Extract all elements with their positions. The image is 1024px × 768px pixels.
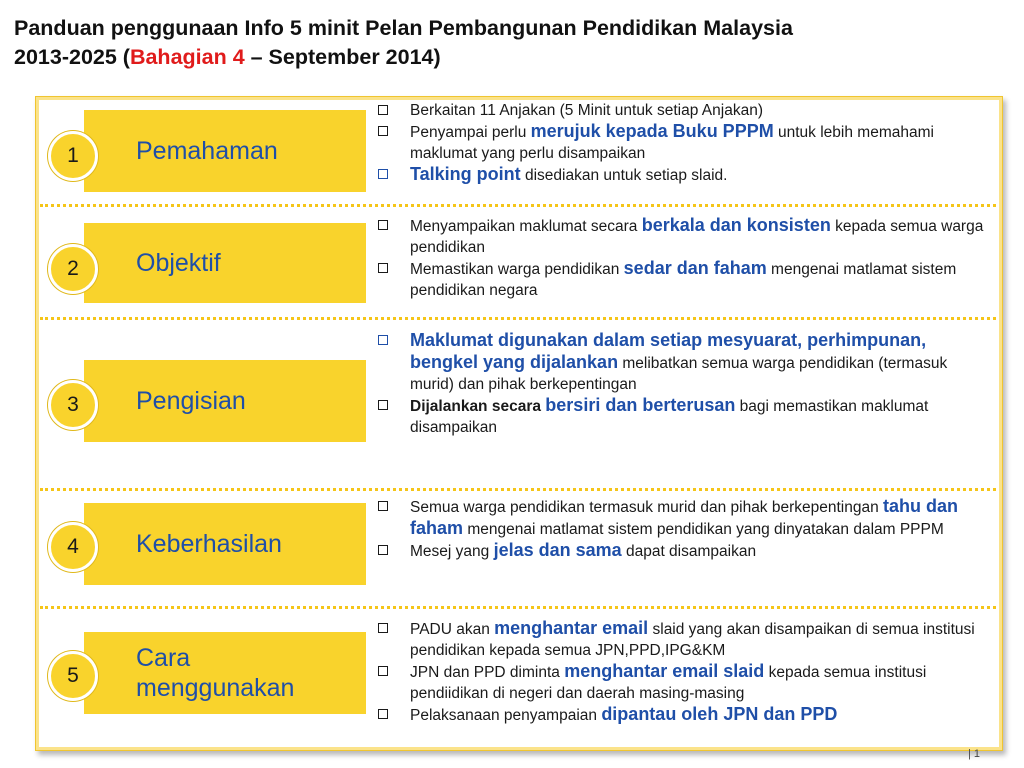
bullet-item: Mesej yang jelas dan sama dapat disampaikan [378, 540, 993, 562]
row-3-label: Pengisian [136, 387, 246, 415]
checkbox-bullet-icon [378, 623, 388, 633]
bullet-item: Memastikan warga pendidikan sedar dan faham mengenai matlamat sistem pendidikan negara [378, 258, 993, 301]
title-line-1: Panduan penggunaan Info 5 minit Pelan Pembangunan Pendidikan Malaysia [14, 16, 793, 40]
page-number: | 1 [968, 748, 981, 760]
row-3-label-bar [84, 360, 366, 442]
row-4-bullets [378, 496, 993, 562]
checkbox-bullet-icon [378, 220, 388, 230]
row-separator [40, 488, 996, 491]
row-1-label-bar [84, 110, 366, 192]
checkbox-bullet-icon [378, 105, 388, 115]
bullet-item: Talking point disediakan untuk setiap slaid. [378, 164, 993, 186]
checkbox-bullet-icon [378, 666, 388, 676]
row-5-number-badge: 5 [48, 651, 98, 701]
checkbox-bullet-icon [378, 169, 388, 179]
row-3-number-badge: 3 [48, 380, 98, 430]
row-separator [40, 606, 996, 609]
title-line-2: 2013-2025 (Bahagian 4 – September 2014) [14, 45, 441, 69]
row-1-bullets [378, 100, 993, 186]
checkbox-bullet-icon [378, 501, 388, 511]
bullet-item: PADU akan menghantar email slaid yang akan disampaikan di semua institusi pendidikan kepada semua JPN,PPD,IPG&KM [378, 618, 993, 661]
checkbox-bullet-icon [378, 545, 388, 555]
checkbox-bullet-icon [378, 709, 388, 719]
bullet-item: Pelaksanaan penyampaian dipantau oleh JPN dan PPD [378, 704, 993, 726]
row-3-bullets [378, 330, 993, 438]
row-separator [40, 204, 996, 207]
row-2-label: Objektif [136, 249, 221, 277]
row-separator [40, 317, 996, 320]
checkbox-bullet-icon [378, 400, 388, 410]
row-5-bullets [378, 618, 993, 726]
checkbox-bullet-icon [378, 335, 388, 345]
bullet-item: Menyampaikan maklumat secara berkala dan konsisten kepada semua warga pendidikan [378, 215, 993, 258]
checkbox-bullet-icon [378, 263, 388, 273]
row-2-bullets [378, 215, 993, 301]
row-4-label: Keberhasilan [136, 530, 282, 558]
row-1-number-badge: 1 [48, 131, 98, 181]
checkbox-bullet-icon [378, 126, 388, 136]
row-4-number-badge: 4 [48, 522, 98, 572]
title-highlight: Bahagian 4 [129, 45, 245, 69]
row-1-label: Pemahaman [136, 137, 278, 165]
bullet-item: Semua warga pendidikan termasuk murid dan pihak berkepentingan tahu dan faham mengenai matlamat sistem pendidikan yang dinyatakan dalam PPPM [378, 496, 993, 540]
row-2-number-badge: 2 [48, 244, 98, 294]
bullet-item: Dijalankan secara bersiri dan berterusan bagi memastikan maklumat disampaikan [378, 395, 993, 438]
bullet-item: Berkaitan 11 Anjakan (5 Minit untuk setiap Anjakan) [378, 100, 993, 121]
row-4-label-bar [84, 503, 366, 585]
page-title [14, 14, 1014, 72]
bullet-item: Penyampai perlu merujuk kepada Buku PPPM untuk lebih memahami maklumat yang perlu disampaikan [378, 121, 993, 164]
row-2-label-bar [84, 223, 366, 303]
row-5-label-bar [84, 632, 366, 714]
row-5-label: Cara menggunakan [136, 644, 295, 702]
bullet-item: Maklumat digunakan dalam setiap mesyuarat, perhimpunan, bengkel yang dijalankan melibatkan semua warga pendidikan (termasuk murid) dan pihak berkepentingan [378, 330, 993, 395]
bullet-item: JPN dan PPD diminta menghantar email slaid kepada semua institusi pendiidikan di negeri dan daerah masing-masing [378, 661, 993, 704]
